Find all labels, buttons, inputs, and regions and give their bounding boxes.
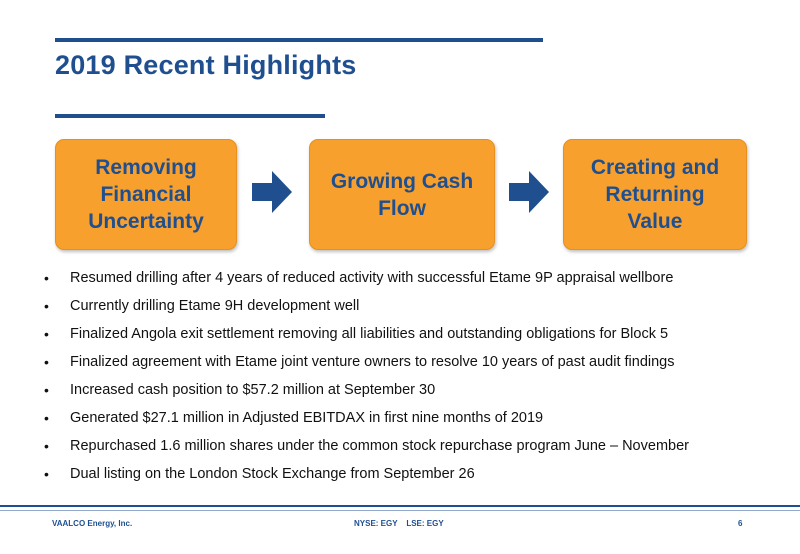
right-arrow-icon (509, 171, 549, 213)
highlights-bullet-list (44, 266, 784, 490)
footer-company: VAALCO Energy, Inc. (52, 519, 133, 528)
highlight-box-creating-value (563, 139, 747, 250)
bullet-item: • Finalized agreement with Etame joint venture owners to resolve 10 years of past audit findings (44, 350, 784, 378)
highlight-box-removing-uncertainty (55, 139, 237, 250)
slide-title: 2019 Recent Highlights (55, 50, 357, 80)
footer-tickers: NYSE: EGY LSE: EGY (354, 519, 444, 528)
bullet-item: • Generated $27.1 million in Adjusted EBITDAX in first nine months of 2019 (44, 406, 784, 434)
highlight-box-growing-cash-flow (309, 139, 495, 250)
right-arrow-icon (252, 171, 292, 213)
highlight-box-label: Growing Cash Flow (330, 169, 474, 220)
footer-page-number: 6 (738, 519, 743, 528)
bullet-item: • Repurchased 1.6 million shares under the common stock repurchase program June – November (44, 434, 784, 462)
highlight-box-label: Creating and Returning Value (590, 156, 720, 233)
bullet-item: • Finalized Angola exit settlement removing all liabilities and outstanding obligations for Block 5 (44, 322, 784, 350)
footer-rule-thin (0, 510, 800, 511)
footer-rule (0, 505, 800, 507)
bullet-item: • Increased cash position to $57.2 million at September 30 (44, 378, 784, 406)
top-rule (55, 38, 543, 42)
title-underline (55, 114, 325, 118)
bullet-item: • Dual listing on the London Stock Exchange from September 26 (44, 462, 784, 490)
bullet-item: • Resumed drilling after 4 years of reduced activity with successful Etame 9P appraisal wellbore (44, 266, 784, 294)
bullet-item: • Currently drilling Etame 9H development well (44, 294, 784, 322)
highlight-box-label: Removing Financial Uncertainty (88, 156, 204, 233)
